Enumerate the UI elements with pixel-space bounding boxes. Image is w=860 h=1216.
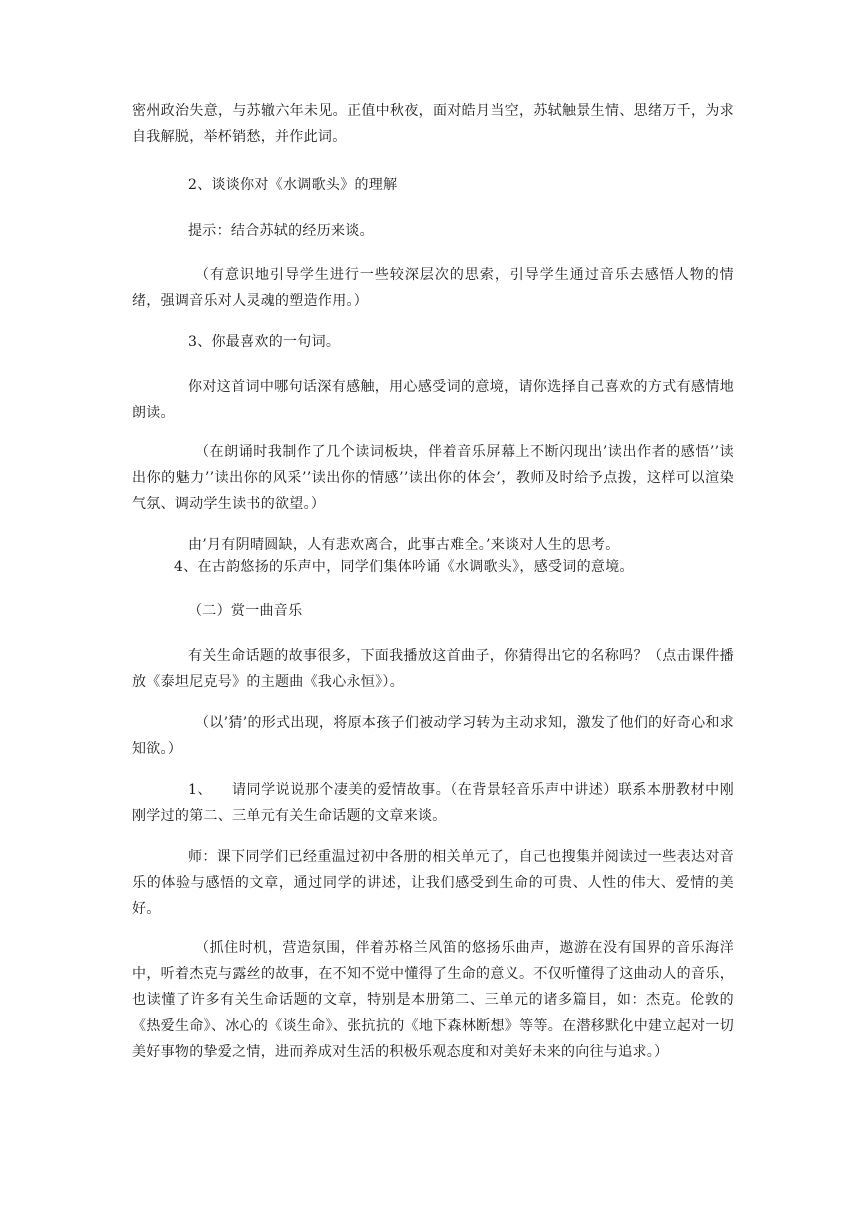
paragraph-question-2: 2、谈谈你对《水调歌头》的理解	[188, 177, 398, 193]
paragraph-question-4: 4、在古韵悠扬的乐声中，同学们集体吟诵《水调歌头》，感受词的意境。	[174, 559, 634, 575]
paragraph-note-4: （抓住时机，营造氛围，伴着苏格兰风笛的悠扬乐曲声，遨游在没有国界的音乐海洋中，听着杰克与露丝的故事，在不知不觉中懂得了生命的意义。不仅听懂得了这曲动人的音乐，也读懂了许多有关生命话题的文章，特别是本册第二、三单元的诸多篇目，如：杰克。伦敦的《热爱生命》、冰心的《谈生命》、张抗抗的《地下森林断想》等等。在潜移默化中建立起对一切美好事物的挚爱之情，进而养成对生活的积极乐观态度和对美好未来的向往与追求。）	[132, 940, 734, 1060]
paragraph-hint: 提示：结合苏轼的经历来谈。	[188, 223, 374, 239]
paragraph-note-1: （有意识地引导学生进行一些较深层次的思索，引导学生通过音乐去感悟人物的情绪，强调音乐对人灵魂的塑造作用。）	[132, 267, 734, 309]
paragraph-note-3: （以’猜’的形式出现，将原本孩子们被动学习转为主动求知，激发了他们的好奇心和求知欲。）	[132, 715, 734, 757]
paragraph-note-2: （在朗诵时我制作了几个读词板块，伴着音乐屏幕上不断闪现出’读出作者的感悟’’读出你的魅力’’读出你的风采’’读出你的情感’’读出你的体会’，教师及时给予点拨，这样可以渲染气氛、调动学生读书的欲望。）	[132, 444, 734, 512]
paragraph-question-3: 3、你最喜欢的一句词。	[188, 334, 341, 350]
paragraph-reading-task: 你对这首词中哪句话深有感触，用心感受词的意境，请你选择自己喜欢的方式有感情地朗读。	[132, 379, 734, 421]
paragraph-quote: 由’月有阴晴圆缺，人有悲欢离合，此事古难全。’来谈对人生的思考。	[188, 537, 620, 553]
paragraph-music-intro: 有关生命话题的故事很多，下面我播放这首曲子，你猜得出它的名称吗？（点击课件播放《泰坦尼克号》的主题曲《我心永恒》）。	[132, 648, 734, 690]
paragraph-teacher: 师：课下同学们已经重温过初中各册的相关单元了，自己也搜集并阅读过一些表达对音乐的体验与感悟的文章，通过同学的讲述，让我们感受到生命的可贵、人性的伟大、爱情的美好。	[132, 849, 734, 917]
paragraph-item-1: 1、 请同学说说那个凄美的爱情故事。（在背景轻音乐声中讲述）联系本册教材中刚刚学过的第二、三单元有关生命话题的文章来谈。	[132, 782, 734, 824]
paragraph-context: 密州政治失意，与苏辙六年未见。正值中秋夜，面对皓月当空，苏轼触景生情、思绪万千，为求自我解脱，举杯销愁，并作此词。	[132, 103, 734, 145]
section-heading-music: （二）赏一曲音乐	[188, 603, 303, 619]
